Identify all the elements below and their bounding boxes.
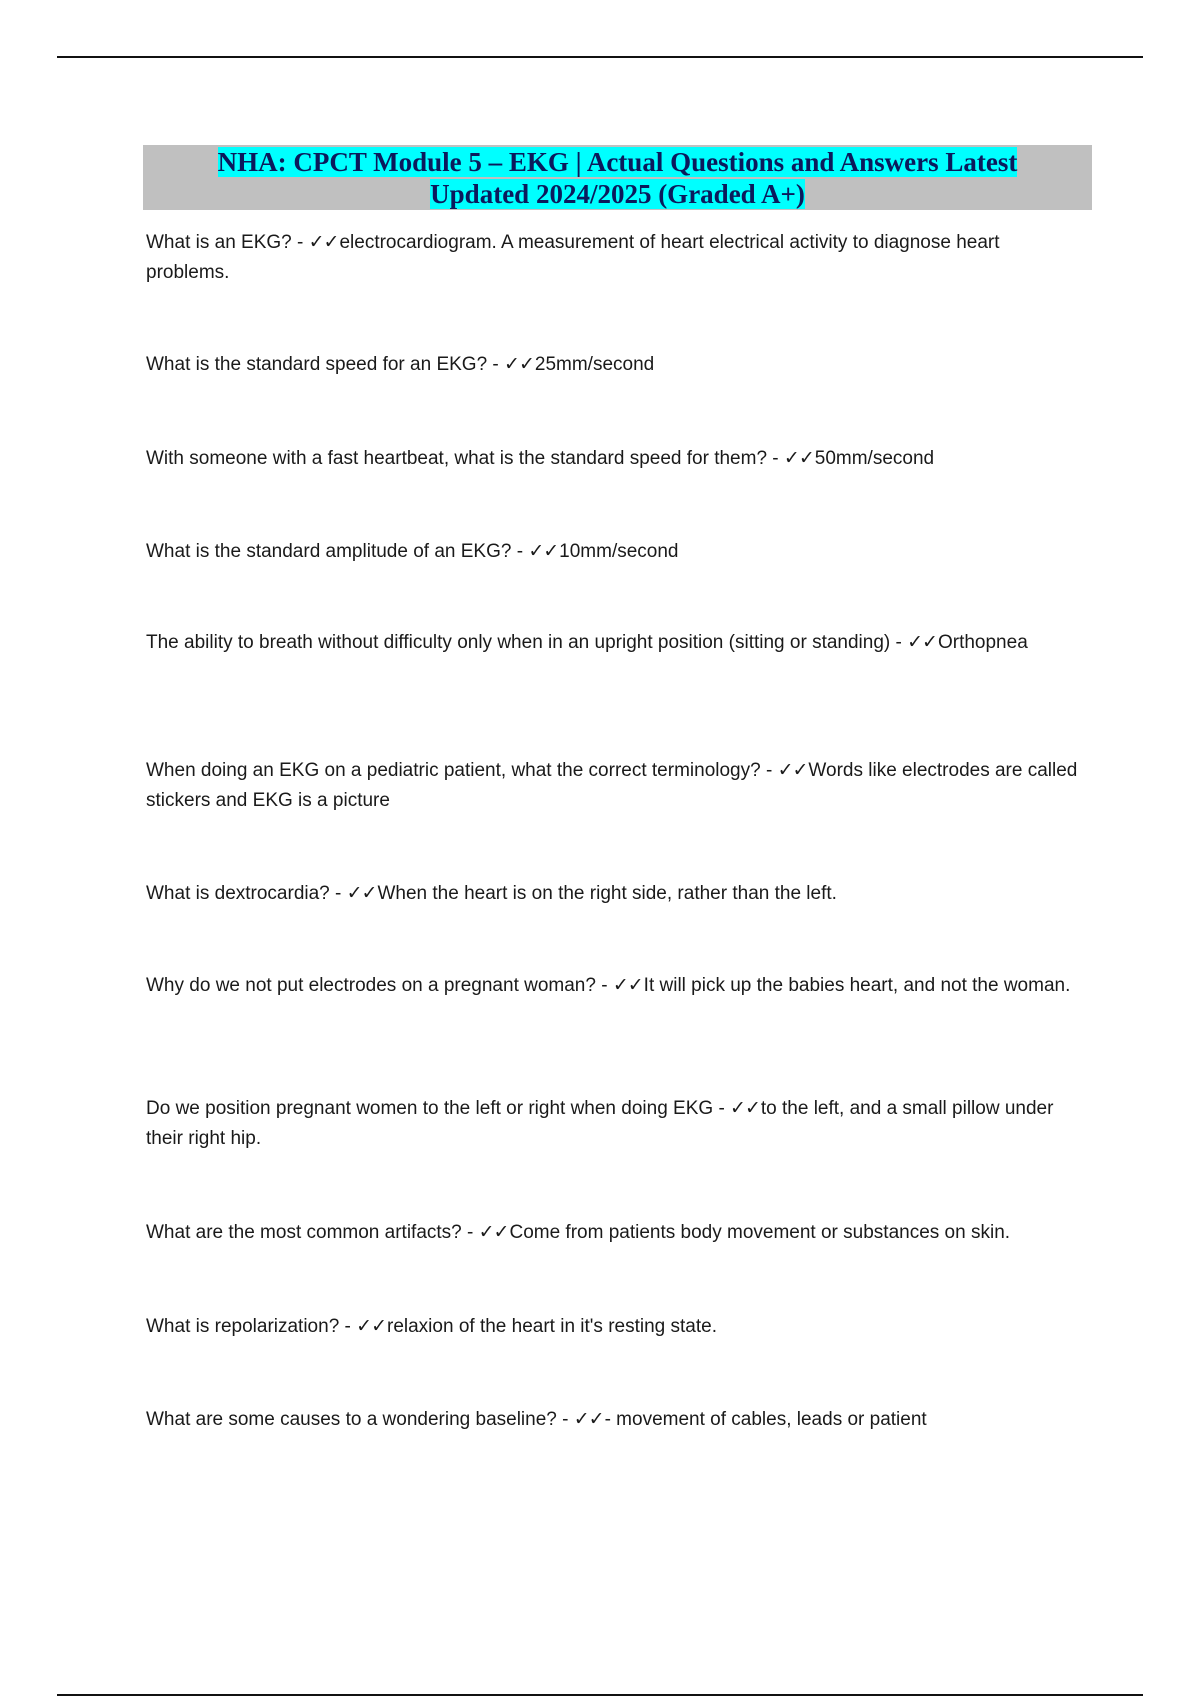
answer-text: relaxion of the heart in it's resting state. xyxy=(387,1316,717,1337)
question-text: What is the standard amplitude of an EKG? - xyxy=(146,541,529,562)
qa-item-11 xyxy=(146,1312,1086,1342)
title-line-1: NHA: CPCT Module 5 – EKG | Actual Questions and Answers Latest xyxy=(217,147,1018,177)
check-mark-icon: ✓✓ xyxy=(478,1222,509,1243)
check-mark-icon: ✓✓ xyxy=(612,975,643,996)
check-mark-icon: ✓✓ xyxy=(504,354,534,375)
answer-text: 50mm/second xyxy=(814,448,935,469)
question-text: Do we position pregnant women to the left or right when doing EKG - xyxy=(146,1098,731,1119)
question-text: What is the standard speed for an EKG? - xyxy=(146,354,505,375)
check-mark-icon: ✓✓ xyxy=(783,448,814,469)
qa-item-12 xyxy=(146,1405,1086,1435)
qa-item-1 xyxy=(146,228,1086,288)
question-text: What is dextrocardia? - xyxy=(146,883,347,904)
answer-text: Orthopnea xyxy=(937,632,1028,653)
question-text: What is repolarization? - xyxy=(146,1316,357,1337)
answer-text: 10mm/second xyxy=(559,541,679,562)
qa-item-10 xyxy=(146,1218,1086,1248)
footer-rule xyxy=(57,1694,1143,1696)
check-mark-icon: ✓✓ xyxy=(528,541,559,562)
title-line-2: Updated 2024/2025 (Graded A+) xyxy=(430,179,805,209)
answer-text: 25mm/second xyxy=(534,354,655,375)
qa-item-4 xyxy=(146,537,1086,567)
qa-item-7 xyxy=(146,879,1086,909)
question-text: When doing an EKG on a pediatric patient, what the correct terminology? - xyxy=(146,760,778,781)
answer-text: When the heart is on the right side, rather than the left. xyxy=(377,883,837,904)
answer-text: to the left, and a small pillow under their right hip. xyxy=(146,1098,1054,1149)
question-text: The ability to breath without difficulty only when in an upright position (sitting or standing) - xyxy=(146,632,908,653)
answer-text: electrocardiogram. A measurement of heart electrical activity to diagnose heart problems. xyxy=(146,232,1000,283)
document-title-box xyxy=(143,145,1092,210)
check-mark-icon: ✓✓ xyxy=(777,760,808,781)
check-mark-icon: ✓✓ xyxy=(907,632,937,653)
check-mark-icon: ✓✓ xyxy=(573,1409,604,1430)
question-text: What is an EKG? - xyxy=(146,232,309,253)
question-text: What are some causes to a wondering baseline? - xyxy=(146,1409,574,1430)
question-text: Why do we not put electrodes on a pregnant woman? - xyxy=(146,975,613,996)
qa-item-8 xyxy=(146,971,1086,1001)
answer-text: - movement of cables, leads or patient xyxy=(604,1409,927,1430)
qa-item-5 xyxy=(146,628,1086,658)
qa-item-6 xyxy=(146,756,1086,816)
header-rule xyxy=(57,56,1143,58)
check-mark-icon: ✓✓ xyxy=(730,1098,760,1119)
qa-item-9 xyxy=(146,1094,1086,1154)
answer-text: It will pick up the babies heart, and not the woman. xyxy=(643,975,1071,996)
check-mark-icon: ✓✓ xyxy=(346,883,377,904)
answer-text: Come from patients body movement or substances on skin. xyxy=(509,1222,1011,1243)
check-mark-icon: ✓✓ xyxy=(308,232,339,253)
answer-text: Words like electrodes are called stickers and EKG is a picture xyxy=(146,760,1078,811)
check-mark-icon: ✓✓ xyxy=(356,1316,386,1337)
qa-item-2 xyxy=(146,350,1086,380)
question-text: With someone with a fast heartbeat, what is the standard speed for them? - xyxy=(146,448,784,469)
question-text: What are the most common artifacts? - xyxy=(146,1222,479,1243)
qa-item-3 xyxy=(146,444,1086,474)
